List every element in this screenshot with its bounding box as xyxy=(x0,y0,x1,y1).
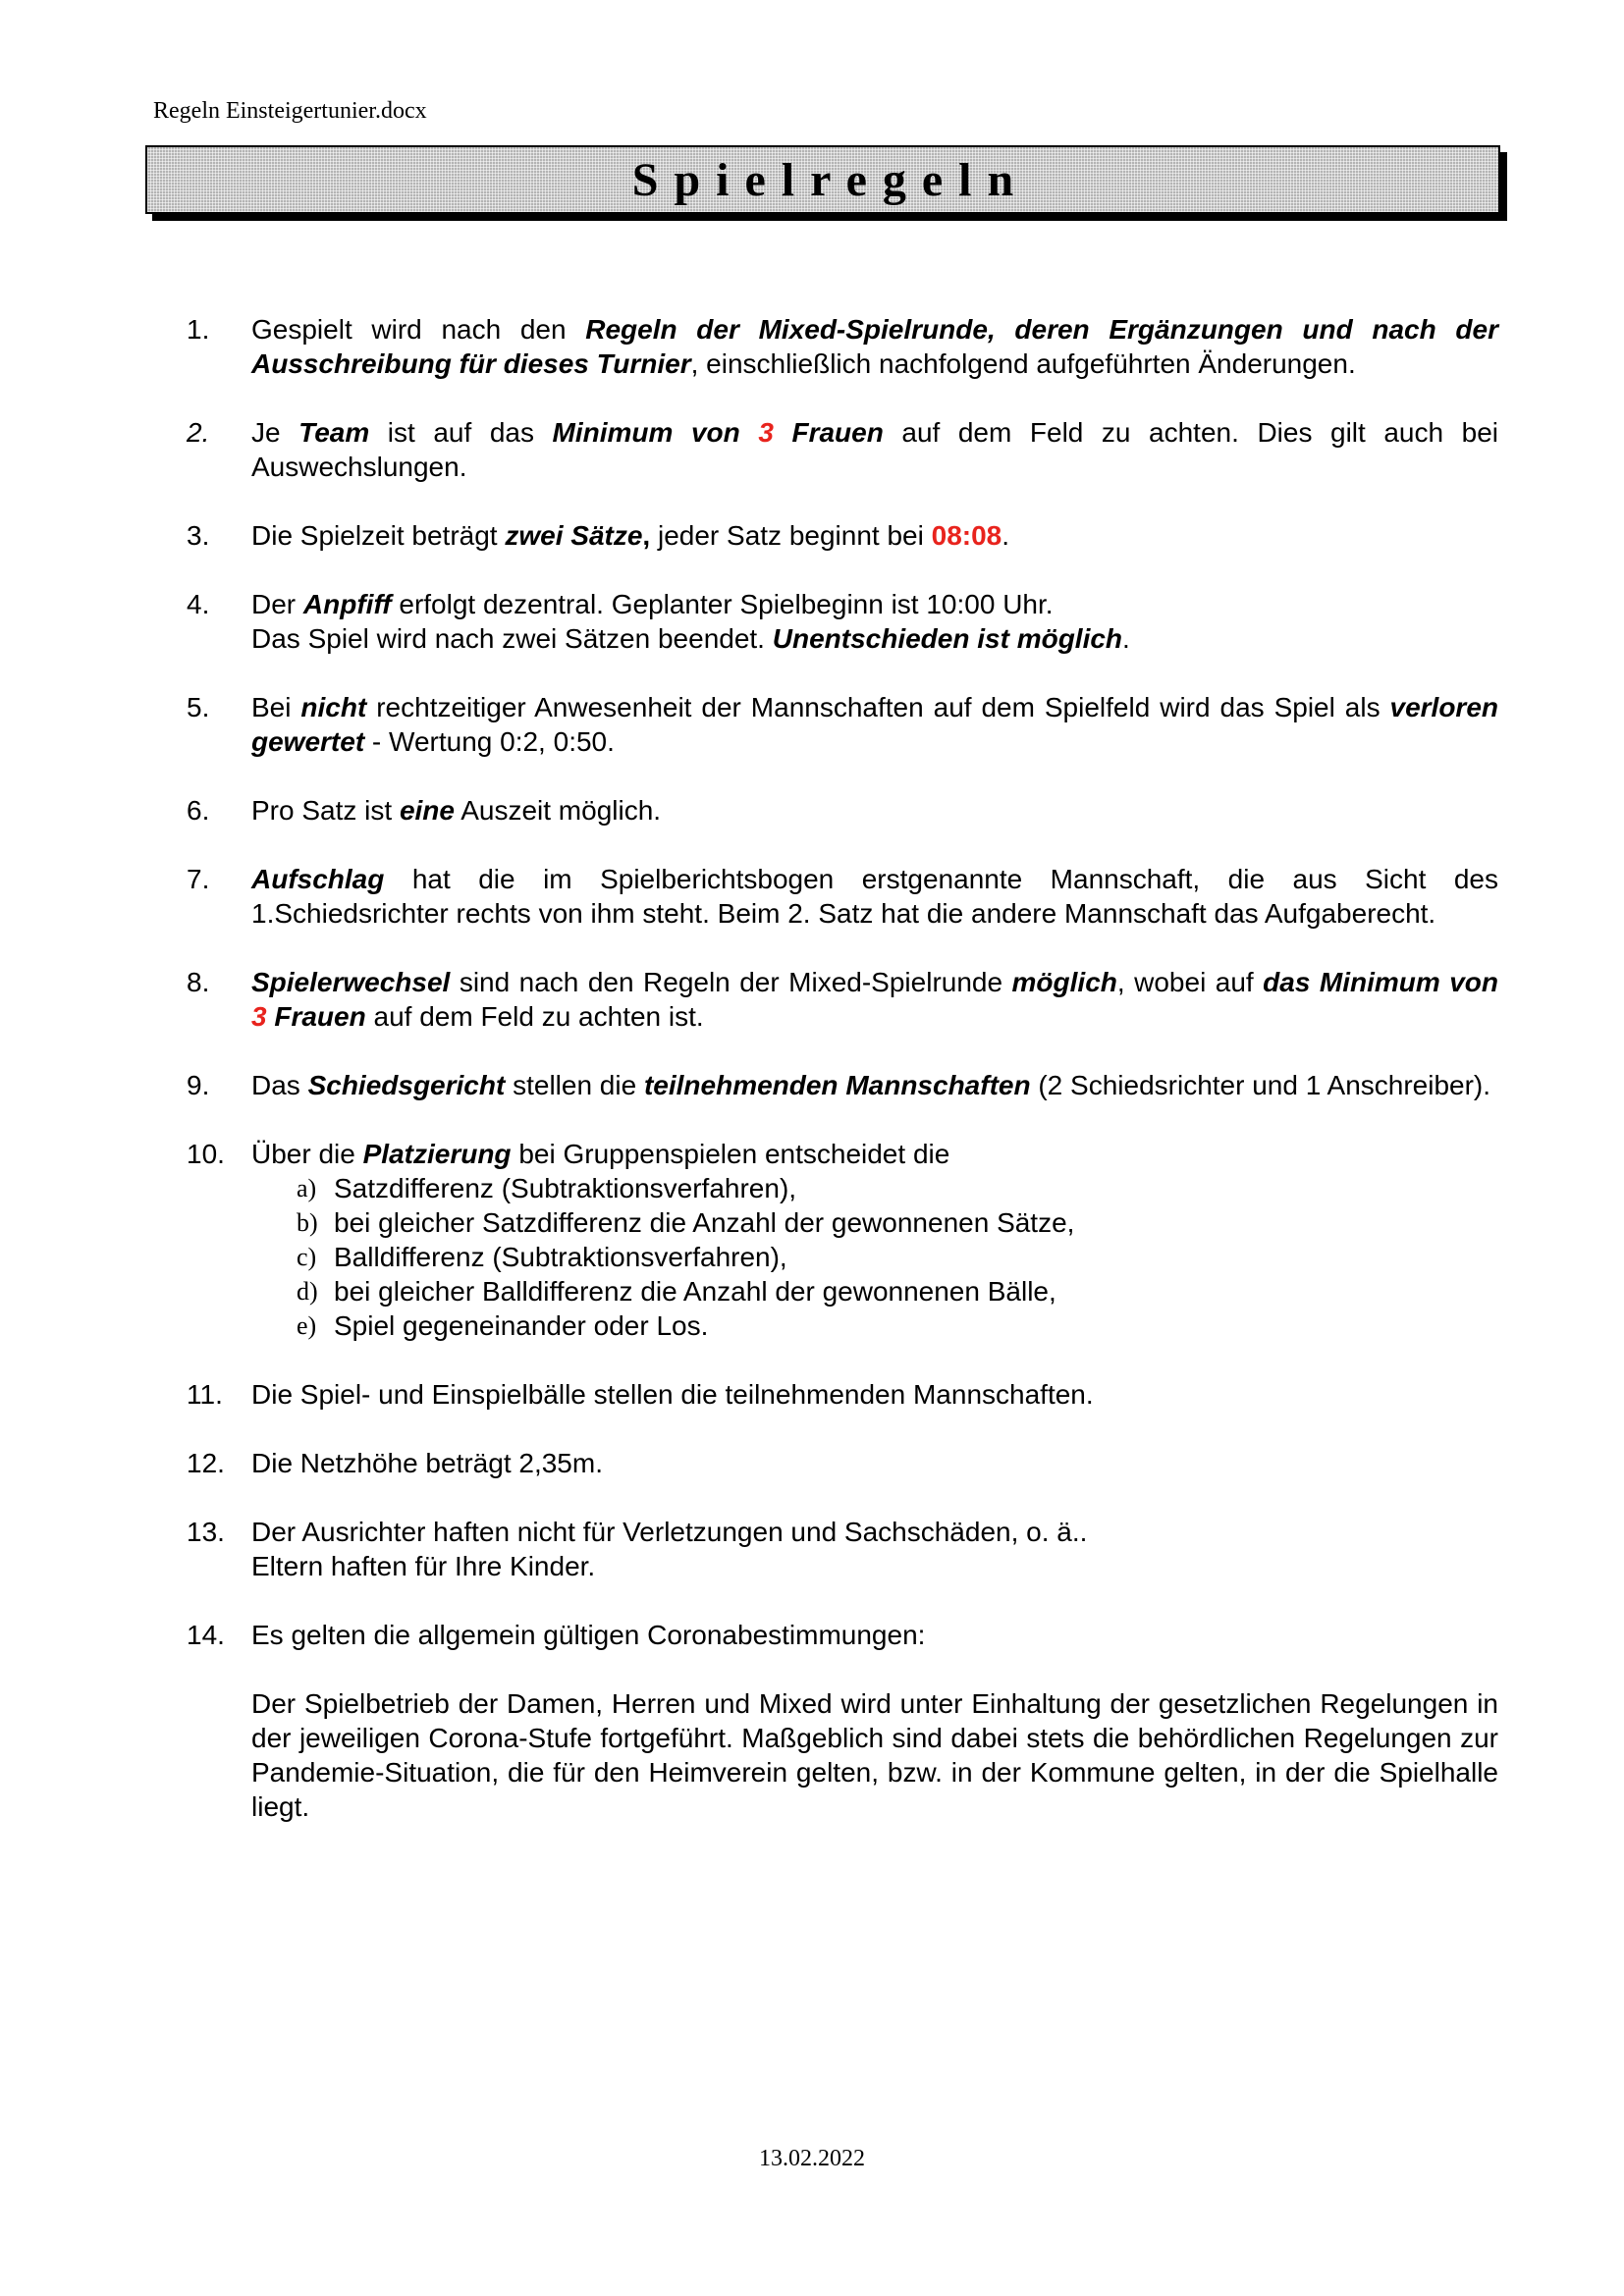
rule-10 xyxy=(187,1137,1498,1343)
rule-13 xyxy=(187,1515,1498,1583)
rule-4 xyxy=(187,587,1498,656)
footer-date: 13.02.2022 xyxy=(759,2146,865,2171)
text-run: stellen die xyxy=(505,1070,644,1100)
rule-7 xyxy=(187,862,1498,931)
sub-item xyxy=(251,1308,1498,1343)
rule-number: 13. xyxy=(187,1517,225,1547)
text-run: Der xyxy=(251,589,303,619)
text-run: auf dem Feld zu achten. Dies gilt auch bei Auswechslungen. xyxy=(251,417,1499,482)
sub-item-text: Balldifferenz (Subtraktionsverfahren), xyxy=(334,1242,787,1272)
emphasis-run: möglich xyxy=(1011,967,1117,997)
rule-line: Es gelten die allgemein gültigen Coronabestimmungen: xyxy=(251,1620,926,1650)
rule-number: 6. xyxy=(187,795,210,826)
rule-5 xyxy=(187,690,1498,759)
text-run: Das xyxy=(251,1070,308,1100)
rule-paragraph: Der Spielbetrieb der Damen, Herren und Mixed wird unter Einhaltung der gesetzlichen Regelungen in der jeweiligen Corona-Stufe fortgeführt. Maßgeblich sind dabei stets die behördlichen Regelungen zur Pandemie-Situation, die für den Heimverein gelten, bzw. in der Kommune gelten, in der die Spielhalle liegt. xyxy=(251,1688,1498,1822)
text-run: Pro Satz ist xyxy=(251,795,400,826)
text-run: Bei xyxy=(251,692,301,722)
rule-text xyxy=(251,1137,1498,1343)
text-run: bei Gruppenspielen entscheidet die xyxy=(511,1139,950,1169)
text-run: hat die im Spielberichtsbogen erstgenannte Mannschaft, die aus Sicht des 1.Schiedsrichter rechts von ihm steht. Beim 2. Satz hat die andere Mannschaft das Aufgaberecht. xyxy=(251,864,1498,929)
rule-12 xyxy=(187,1446,1498,1480)
emphasis-run: zwei Sätze xyxy=(505,520,643,551)
title-box xyxy=(145,145,1500,214)
text-run: - Wertung 0:2, 0:50. xyxy=(364,726,615,757)
emphasis-run: Frauen xyxy=(773,417,884,448)
rules-list xyxy=(187,312,1498,1858)
sub-item xyxy=(251,1274,1498,1308)
emphasis-run: Platzierung xyxy=(362,1139,512,1169)
sub-item xyxy=(251,1240,1498,1274)
rule-11 xyxy=(187,1377,1498,1412)
sub-item xyxy=(251,1205,1498,1240)
text-run: jeder Satz beginnt bei xyxy=(650,520,932,551)
rule-text xyxy=(251,312,1498,381)
rule-text xyxy=(251,1515,1498,1583)
sub-item-label: e) xyxy=(297,1311,317,1340)
rule-text xyxy=(251,965,1498,1034)
sub-item xyxy=(251,1171,1498,1205)
rule-number: 9. xyxy=(187,1070,210,1100)
rule-text xyxy=(251,793,1498,828)
text-run: Das Spiel wird nach zwei Sätzen beendet. xyxy=(251,623,773,654)
sub-item-label: b) xyxy=(297,1208,318,1237)
rule-number: 1. xyxy=(187,314,210,345)
rule-number: 7. xyxy=(187,864,210,894)
rule-text: Die Netzhöhe beträgt 2,35m. xyxy=(251,1448,603,1478)
rule-3 xyxy=(187,518,1498,553)
text-run: (2 Schiedsrichter und 1 Anschreiber). xyxy=(1030,1070,1491,1100)
text-run: rechtzeitiger Anwesenheit der Mannschaften auf dem Spielfeld wird das Spiel als xyxy=(366,692,1390,722)
emphasis-run: Spielerwechsel xyxy=(251,967,451,997)
text-run: Die Spielzeit beträgt xyxy=(251,520,506,551)
rule-number: 8. xyxy=(187,967,210,997)
sub-item-label: a) xyxy=(297,1174,317,1202)
text-run: sind nach den Regeln der Mixed-Spielrunde xyxy=(450,967,1012,997)
rule-line: Eltern haften für Ihre Kinder. xyxy=(251,1551,596,1581)
text-run: auf dem Feld zu achten ist. xyxy=(365,1001,704,1032)
text-run: . xyxy=(1001,520,1010,551)
rule-number: 14. xyxy=(187,1620,225,1650)
emphasis-run: verloren gewertet xyxy=(251,692,1498,757)
rule-2 xyxy=(187,415,1498,484)
rule-text xyxy=(251,518,1498,553)
emphasis-run: Minimum von xyxy=(552,417,759,448)
rule-number: 3. xyxy=(187,520,210,551)
page-title: Spielregeln xyxy=(631,153,1030,206)
text-run: , einschließlich nachfolgend aufgeführten Änderungen. xyxy=(690,348,1356,379)
emphasis-run: Schiedsgericht xyxy=(307,1070,506,1100)
text-run: Gespielt wird nach den xyxy=(251,314,586,345)
emphasis-run: das Minimum von xyxy=(1263,967,1499,997)
rule-1 xyxy=(187,312,1498,381)
emphasis-red-run: 3 xyxy=(251,1001,267,1032)
emphasis-run: eine xyxy=(399,795,455,826)
emphasis-run: Regeln der Mixed-Spielrunde, deren Ergänzungen und nach der Ausschreibung für dieses Turnier xyxy=(251,314,1499,379)
rule-text xyxy=(251,415,1498,484)
rule-8 xyxy=(187,965,1498,1034)
rule-number: 5. xyxy=(187,692,210,722)
rule-text xyxy=(251,862,1498,931)
rule-line xyxy=(251,587,1498,621)
text-run: Auszeit möglich. xyxy=(454,795,662,826)
rule-9 xyxy=(187,1068,1498,1102)
rule-text xyxy=(251,690,1498,759)
rule-number: 2. xyxy=(187,417,210,448)
sub-item-text: bei gleicher Satzdifferenz die Anzahl der gewonnenen Sätze, xyxy=(334,1207,1075,1238)
sub-item-text: bei gleicher Balldifferenz die Anzahl der gewonnenen Bälle, xyxy=(334,1276,1056,1307)
emphasis-red-run: 08:08 xyxy=(931,520,1002,551)
emphasis-run: nicht xyxy=(300,692,367,722)
rule-line xyxy=(251,621,1498,656)
text-run: , xyxy=(642,520,651,551)
sub-item-text: Satzdifferenz (Subtraktionsverfahren), xyxy=(334,1173,797,1203)
emphasis-run: Aufschlag xyxy=(251,864,385,894)
emphasis-run: Unentschieden ist möglich xyxy=(772,623,1123,654)
rule-6 xyxy=(187,793,1498,828)
text-run: ist auf das xyxy=(369,417,553,448)
text-run: . xyxy=(1122,623,1130,654)
text-run: Je xyxy=(251,417,299,448)
rule-number: 12. xyxy=(187,1448,225,1478)
emphasis-run: Anpfiff xyxy=(302,589,392,619)
text-run: erfolgt dezentral. Geplanter Spielbeginn ist 10:00 Uhr. xyxy=(391,589,1054,619)
text-run: , wobei auf xyxy=(1116,967,1264,997)
emphasis-run: Team xyxy=(298,417,370,448)
header-filename: Regeln Einsteigertunier.docx xyxy=(153,98,427,124)
rule-14 xyxy=(187,1618,1498,1824)
rule-number: 4. xyxy=(187,589,210,619)
text-run: Über die xyxy=(251,1139,363,1169)
rule-number: 10. xyxy=(187,1139,225,1169)
rule-text xyxy=(251,1068,1498,1102)
sub-item-label: c) xyxy=(297,1243,317,1271)
rule-number: 11. xyxy=(187,1379,223,1410)
rule-text xyxy=(251,1618,1498,1824)
emphasis-run: teilnehmenden Mannschaften xyxy=(643,1070,1031,1100)
rule-line xyxy=(251,1137,1498,1171)
emphasis-red-run: 3 xyxy=(758,417,774,448)
rule-line: Der Ausrichter haften nicht für Verletzungen und Sachschäden, o. ä.. xyxy=(251,1517,1088,1547)
sub-item-text: Spiel gegeneinander oder Los. xyxy=(334,1310,709,1341)
rule-text xyxy=(251,587,1498,656)
sub-item-label: d) xyxy=(297,1277,318,1306)
emphasis-run: Frauen xyxy=(266,1001,366,1032)
rule-text: Die Spiel- und Einspielbälle stellen die teilnehmenden Mannschaften. xyxy=(251,1379,1094,1410)
